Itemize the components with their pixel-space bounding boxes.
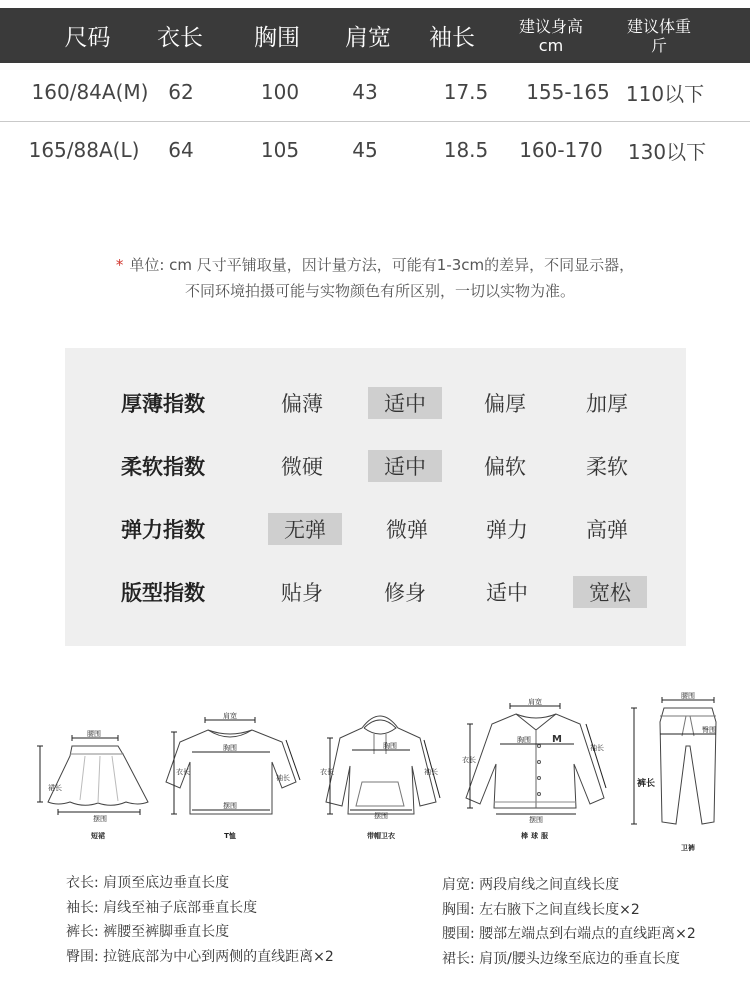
note-line-2: 不同环境拍摄可能与实物颜色有所区别，一切以实物为准。: [184, 282, 575, 300]
index-option-selected: 适中: [368, 387, 442, 419]
header-length: 衣长: [157, 25, 203, 51]
fabric-index-panel: [65, 348, 686, 646]
index-option: 偏厚: [484, 392, 526, 416]
measurement-note: [0, 252, 750, 304]
index-option-selected: 宽松: [573, 576, 647, 608]
header-weight: [614, 8, 704, 63]
skirt-diagram: [37, 729, 148, 840]
table-cell: 64: [168, 138, 194, 162]
definition-item: 臀围: 拉链底部为中心到两侧的直线距离×2: [66, 949, 334, 965]
header-weight-top: 建议体重: [626, 16, 691, 36]
index-option-selected: 适中: [368, 450, 442, 482]
jacket-diagram: [462, 697, 606, 840]
size-table-header: [0, 8, 750, 63]
jacket-hem-label: 摆围: [529, 816, 543, 824]
pants-waist-label: 腰围: [681, 692, 695, 700]
pants-length-label: 裤长: [637, 779, 656, 789]
measurement-diagrams: [0, 690, 750, 860]
pants-name: 卫裤: [681, 844, 695, 852]
index-option: 适中: [486, 581, 528, 605]
index-option: 柔软: [586, 455, 628, 479]
definition-item: 衣长: 肩顶至底边垂直长度: [66, 875, 230, 891]
skirt-length-label: 裙长: [48, 784, 62, 792]
jacket-chest-label: 胸围: [517, 736, 531, 744]
table-cell: 17.5: [443, 80, 489, 104]
pants-diagram: [631, 691, 716, 852]
index-row-elasticity: [65, 512, 686, 546]
index-option-selected: 无弹: [268, 513, 342, 545]
hoodie-name: 带帽卫衣: [367, 832, 395, 840]
hoodie-length-label: 衣长: [320, 768, 334, 776]
tshirt-length-label: 衣长: [176, 768, 190, 776]
table-cell: 18.5: [443, 138, 489, 162]
index-option: 偏软: [484, 455, 526, 479]
skirt-hem-label: 摆围: [93, 815, 107, 823]
index-option: 高弹: [586, 518, 628, 542]
index-option: 微弹: [386, 518, 428, 542]
size-table: [0, 8, 750, 179]
index-row-thickness: [65, 386, 686, 420]
garment-diagrams-svg: [0, 690, 750, 860]
index-title: 柔软指数: [121, 455, 205, 479]
table-cell: 130以下: [627, 139, 707, 164]
index-title: 厚薄指数: [121, 392, 205, 416]
tshirt-name: T恤: [224, 832, 236, 840]
hoodie-diagram: [320, 716, 440, 840]
table-row: [0, 63, 750, 121]
table-cell: 110以下: [625, 81, 705, 106]
header-chest: 胸围: [254, 25, 300, 51]
header-weight-bottom: 斤: [650, 35, 667, 55]
table-cell: 62: [168, 80, 194, 104]
index-option: 贴身: [281, 581, 323, 605]
skirt-name: 短裙: [91, 832, 105, 840]
header-sleeve: 袖长: [429, 25, 475, 51]
table-cell: 155-165: [526, 80, 610, 104]
hoodie-chest-label: 胸围: [383, 742, 397, 750]
note-star: *: [115, 256, 124, 274]
table-row: [0, 121, 750, 179]
header-shoulder: 肩宽: [345, 25, 391, 51]
definition-item: 胸围: 左右腋下之间直线长度×2: [442, 902, 640, 918]
hoodie-sleeve-label: 袖长: [424, 768, 438, 776]
definition-item: 肩宽: 两段肩线之间直线长度: [442, 877, 620, 893]
jacket-sleeve-label: 袖长: [590, 744, 604, 752]
table-cell: 45: [352, 138, 378, 162]
index-row-fit: [65, 575, 686, 609]
jacket-length-label: 衣长: [462, 756, 476, 764]
index-title: 版型指数: [121, 581, 205, 605]
index-title: 弹力指数: [121, 518, 205, 542]
index-option: 偏薄: [281, 392, 323, 416]
definition-item: 裙长: 肩顶/腰头边缘至底边的垂直长度: [442, 951, 680, 967]
note-text-1: 单位: cm 尺寸平铺取量，因计量方法，可能有1-3cm的差异，不同显示器，: [129, 256, 635, 274]
table-cell: 105: [260, 138, 300, 162]
index-option: 修身: [384, 581, 426, 605]
index-row-softness: [65, 449, 686, 483]
jacket-name: 棒球服: [521, 832, 551, 840]
tshirt-hem-label: 摆围: [223, 802, 237, 810]
table-cell: 100: [260, 80, 300, 104]
index-option: 微硬: [281, 455, 323, 479]
definition-item: 袖长: 肩线至袖子底部垂直长度: [66, 900, 258, 916]
index-option: 加厚: [586, 392, 628, 416]
definition-item: 腰围: 腰部左端点到右端点的直线距离×2: [442, 926, 696, 942]
header-height-bottom: cm: [538, 35, 564, 55]
pants-hip-label: 臀围: [702, 726, 716, 734]
skirt-waist-label: 腰围: [87, 730, 101, 738]
header-size: 尺码: [64, 25, 111, 51]
tshirt-shoulder-label: 肩宽: [223, 712, 237, 720]
tshirt-diagram: [166, 711, 300, 840]
header-height: [506, 8, 596, 63]
tshirt-sleeve-label: 袖长: [276, 774, 290, 782]
jacket-shoulder-label: 肩宽: [528, 698, 542, 706]
tshirt-chest-label: 胸围: [223, 744, 237, 752]
jacket-letter: M: [552, 734, 562, 745]
note-line-1: [0, 252, 750, 278]
header-height-top: 建议身高: [518, 16, 583, 36]
definition-item: 裤长: 裤腰至裤脚垂直长度: [66, 924, 230, 940]
table-cell: 160/84A(M): [31, 80, 149, 104]
table-cell: 43: [352, 80, 378, 104]
hoodie-hem-label: 摆围: [374, 812, 388, 820]
table-cell: 160-170: [519, 138, 603, 162]
index-option: 弹力: [486, 518, 528, 542]
table-cell: 165/88A(L): [28, 138, 140, 162]
